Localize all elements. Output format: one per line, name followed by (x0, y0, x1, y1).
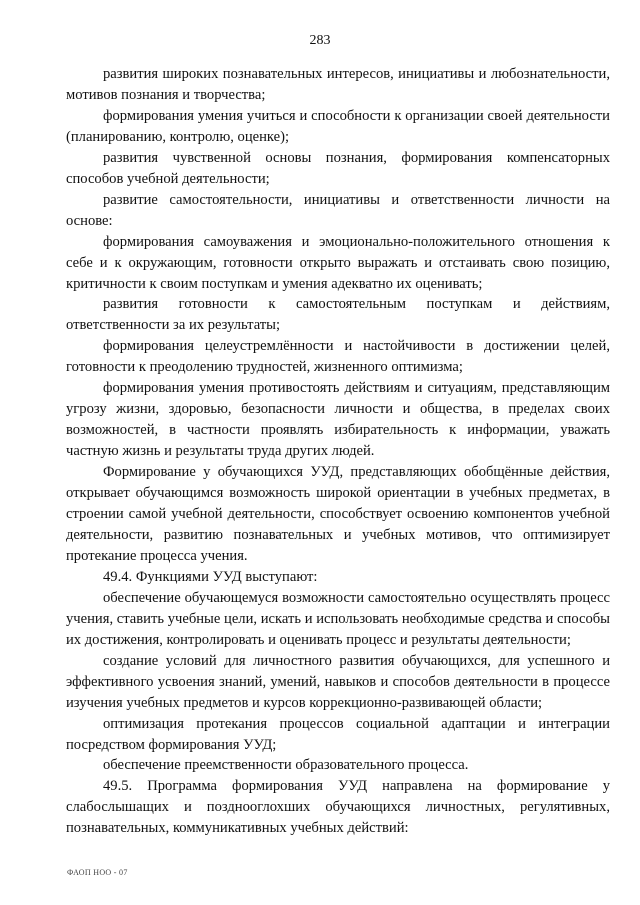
paragraph: развития готовности к самостоятельным поступкам и действиям, ответственности за их результаты; (66, 296, 610, 334)
section-heading: 49.4. Функциями УУД выступают: (103, 568, 318, 585)
paragraph: обеспечение обучающемуся возможности самостоятельно осуществлять процесс учения, ставить учебные цели, искать и использовать необходимые средства и способы их достижения, контролировать и оценивать процесс и результаты деятельности; (66, 589, 610, 648)
page-number: 283 (309, 33, 331, 48)
paragraph: оптимизация протекания процессов социальной адаптации и интеграции посредством формирования УУД; (66, 715, 610, 753)
paragraph: Формирование у обучающихся УУД, представляющих обобщённые действия, открывает обучающимся возможность широкой ориентации в учебных предметах, в строении самой учебной деятельности, способствует освоению компонентов учебной деятельности, развитию познавательных и учебных мотивов, что оптимизирует протекание процесса учения. (66, 464, 610, 564)
paragraph: создание условий для личностного развития обучающихся, для успешного и эффективного усвоения знаний, умений, навыков и способов деятельности в процессе изучения учебных предметов и курсов коррекционно-развивающей области; (66, 652, 610, 711)
paragraph: развитие самостоятельности, инициативы и ответственности личности на основе: (66, 191, 610, 229)
paragraph: 49.5. Программа формирования УУД направлена на формирование у слабослышащих и позднооглохших обучающихся личностных, регулятивных, познавательных, коммуникативных учебных действий: (66, 778, 610, 837)
paragraph: развития чувственной основы познания, формирования компенсаторных способов учебной деятельности; (66, 149, 610, 187)
paragraph: формирования самоуважения и эмоционально-положительного отношения к себе и к окружающим, готовности открыто выражать и отстаивать свою позицию, критичности к своим поступкам и умения адекватно их оценивать; (66, 233, 610, 292)
footer-label: ФАОП НОО - 07 (67, 868, 128, 877)
paragraph: формирования умения учиться и способности к организации своей деятельности (планированию, контролю, оценке); (66, 107, 610, 145)
paragraph: формирования целеустремлённости и настойчивости в достижении целей, готовности к преодолению трудностей, жизненного оптимизма; (66, 338, 610, 376)
paragraph: обеспечение преемственности образовательного процесса. (103, 757, 469, 774)
paragraph: развития широких познавательных интересов, инициативы и любознательности, мотивов познания и творчества; (66, 66, 610, 103)
body-text (66, 64, 610, 839)
paragraph: формирования умения противостоять действиям и ситуациям, представляющим угрозу жизни, здоровью, безопасности личности и общества, в пределах своих возможностей, в частности проявлять избирательность к информации, уважать частную жизнь и результаты труда других людей. (66, 380, 610, 460)
